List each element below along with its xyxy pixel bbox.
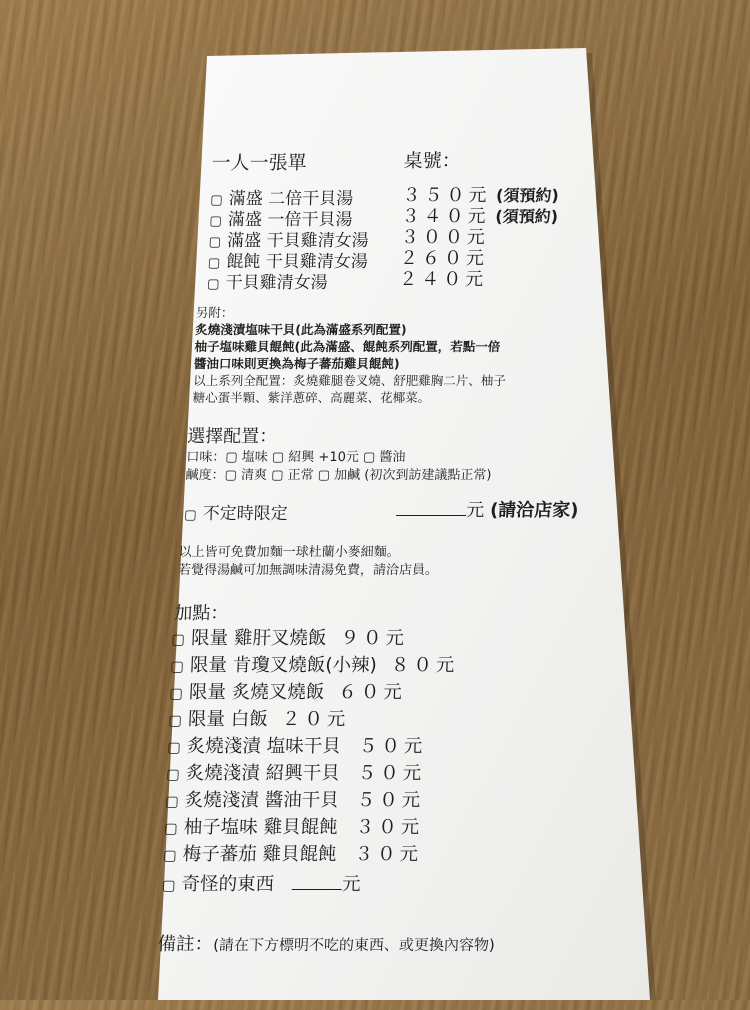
main-item[interactable]: ▢ 餛飩 干貝雞清女湯 xyxy=(207,252,369,272)
form-title: 一人一張單 xyxy=(211,152,308,174)
addon-header: 另附： xyxy=(195,305,234,320)
addon-line: 柚子塩味雞貝餛飩(此為滿盛、餛飩系列配置，若點一倍 xyxy=(194,339,501,354)
config-header: 選擇配置： xyxy=(186,426,278,447)
extra-header: 加點： xyxy=(173,603,229,624)
main-item[interactable]: ▢ 滿盛 二倍干貝湯 xyxy=(209,189,354,209)
checkbox[interactable]: ▢ xyxy=(164,794,180,810)
checkbox[interactable]: ▢ xyxy=(166,740,182,756)
extra-item[interactable]: ▢ 炙燒淺漬 塩味干貝 ５０元 xyxy=(166,736,427,757)
limited-item[interactable]: ▢ 不定時限定 xyxy=(183,504,289,524)
main-item-price: ２４０元 xyxy=(398,269,488,290)
weird-item[interactable]: ▢ 奇怪的東西 元 xyxy=(161,874,362,895)
checkbox[interactable]: ▢ xyxy=(183,508,197,523)
free-notice-line: 若覺得湯鹹可加無調味清湯免費，請洽店員。 xyxy=(177,563,439,578)
extra-item[interactable]: ▢ 限量 雞肝叉燒飯 ９０元 xyxy=(171,628,409,649)
main-item[interactable]: ▢ 滿盛 干貝雞清女湯 xyxy=(208,231,369,251)
checkbox[interactable]: ▢ xyxy=(161,878,176,894)
extra-item[interactable]: ▢ 炙燒淺漬 醬油干貝 ５０元 xyxy=(164,790,425,811)
order-form xyxy=(131,50,628,1010)
main-item-price: ３５０元 (須預約) xyxy=(402,185,560,206)
checkbox[interactable]: ▢ xyxy=(165,767,181,783)
free-notice-line: 以上皆可免費加麵一球杜蘭小麥細麵。 xyxy=(178,545,400,560)
blank-line[interactable] xyxy=(396,515,466,516)
checkbox[interactable]: ▢ xyxy=(208,235,222,250)
extra-item[interactable]: ▢ 炙燒淺漬 紹興干貝 ５０元 xyxy=(165,763,426,784)
checkbox[interactable]: ▢ xyxy=(209,214,223,229)
checkbox[interactable]: ▢ xyxy=(209,193,224,208)
checkbox[interactable]: ▢ xyxy=(207,256,221,271)
table-number-label: 桌號： xyxy=(403,150,462,172)
checkbox[interactable]: ▢ xyxy=(167,713,183,729)
main-item-price: ３００元 xyxy=(400,227,490,248)
extra-item[interactable]: ▢ 梅子蕃茄 雞貝餛飩 ３０元 xyxy=(162,844,423,865)
addon-line: 以上系列全配置：炙燒雞腿卷叉燒、舒肥雞胸二片、柚子 xyxy=(193,373,507,388)
extra-item[interactable]: ▢ 限量 肯瓊叉燒飯(小辣) ８０元 xyxy=(169,655,459,676)
addon-line: 糖心蛋半顆、紫洋蔥碎、高麗菜、花椰菜。 xyxy=(192,390,431,405)
blank-line[interactable] xyxy=(292,889,342,890)
checkbox[interactable]: ▢ xyxy=(168,686,184,702)
flavor-options[interactable]: 口味：▢ 塩味 ▢ 紹興 +10元 ▢ 醬油 xyxy=(186,450,406,465)
saltiness-options[interactable]: 鹹度：▢ 清爽 ▢ 正常 ▢ 加鹹 (初次到訪建議點正常) xyxy=(185,468,492,483)
main-item[interactable]: ▢ 滿盛 一倍干貝湯 xyxy=(209,210,353,230)
checkbox[interactable]: ▢ xyxy=(163,821,179,837)
main-item-price: ３４０元 (須預約) xyxy=(401,206,559,227)
extra-item[interactable]: ▢ 限量 炙燒叉燒飯 ６０元 xyxy=(168,682,407,703)
main-item-price: ２６０元 xyxy=(399,248,489,269)
checkbox[interactable]: ▢ xyxy=(162,848,177,864)
limited-price-field[interactable]: 元 (請洽店家) xyxy=(396,496,579,522)
extra-item[interactable]: ▢ 柚子塩味 雞貝餛飩 ３０元 xyxy=(163,817,424,838)
main-item[interactable]: ▢ 干貝雞清女湯 xyxy=(206,273,328,293)
remarks[interactable]: 備註：(請在下方標明不吃的東西、或更換內容物) xyxy=(157,934,496,955)
addon-line: 炙燒淺漬塩味干貝(此為滿盛系列配置) xyxy=(194,322,407,337)
checkbox[interactable]: ▢ xyxy=(171,632,186,648)
checkbox[interactable]: ▢ xyxy=(169,659,185,675)
extra-item[interactable]: ▢ 限量 白飯 ２０元 xyxy=(167,709,350,730)
checkbox[interactable]: ▢ xyxy=(206,277,220,292)
addon-line: 醬油口味則更換為梅子蕃茄雞貝餛飩) xyxy=(193,356,400,371)
